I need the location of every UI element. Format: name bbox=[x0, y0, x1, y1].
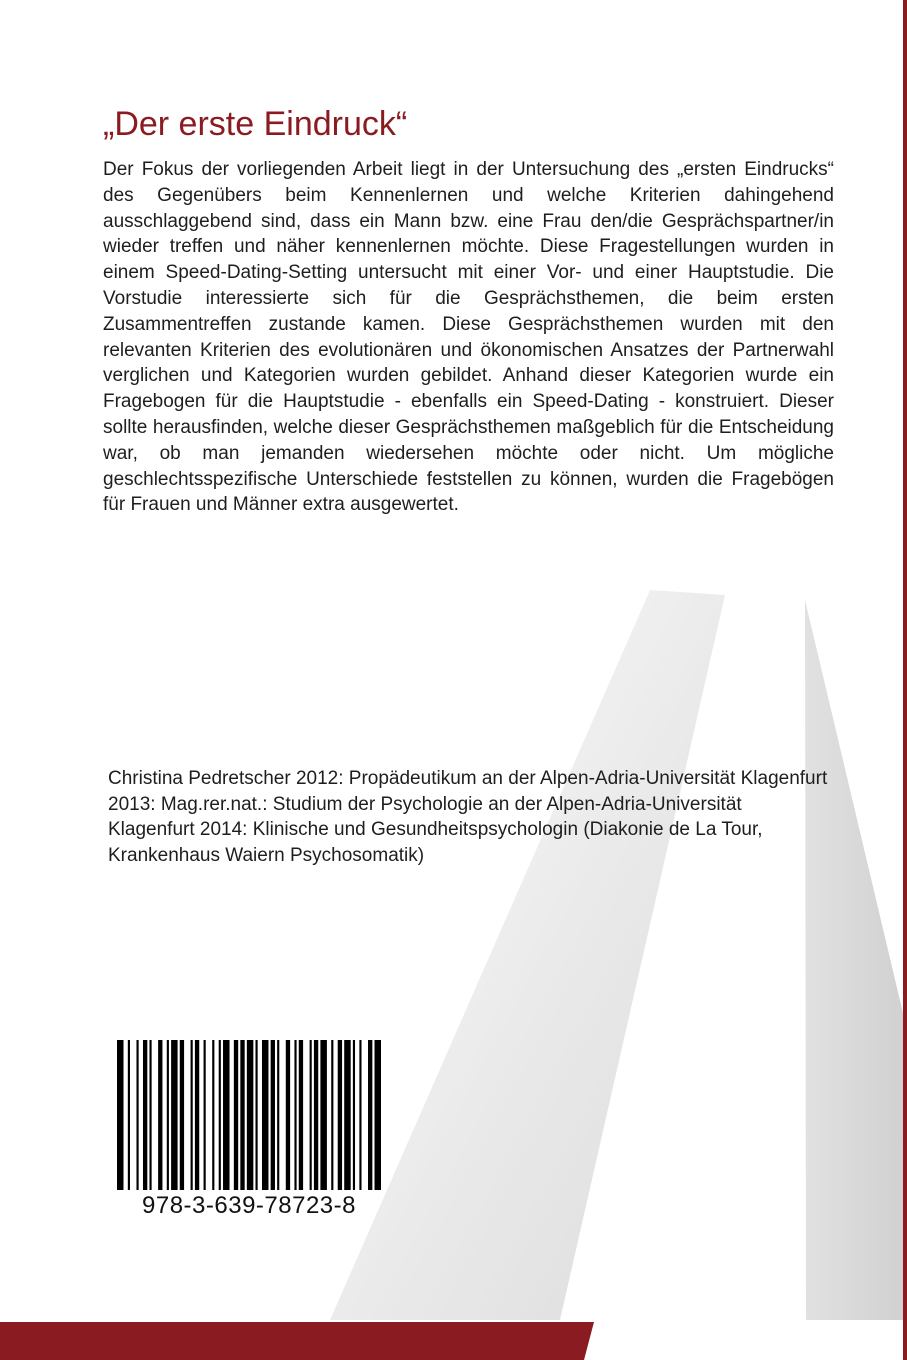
barcode-bar bbox=[320, 1040, 326, 1190]
barcode-bar bbox=[277, 1040, 279, 1190]
barcode-bar bbox=[375, 1040, 381, 1190]
barcode-bar bbox=[294, 1040, 296, 1190]
book-description: Der Fokus der vorliegenden Arbeit liegt in der Untersuchung des „ersten Eindrucks“ des Gegenübers beim Kennenlernen und welche Kriterien dahingehend ausschlaggebend sind, dass ein Mann bzw. eine Frau den/die Gesprächspartner/in wieder treffen und näher kennenlernen möchte. Diese Fragestellungen wurden in einem Speed-Dating-Setting untersucht mit einer Vor- und einer Hauptstudie. Die Vorstudie interessierte sich für die Gesprächsthemen, die beim ersten Zusammentreffen zustande kamen. Diese Gesprächsthemen wurden mit den relevanten Kriterien des evolutionären und ökonomischen Ansatzes der Partnerwahl verglichen und Kategorien wurden gebildet. Anhand dieser Kategorien wurde ein Fragebogen für die Hauptstudie - ebenfalls ein Speed-Dating - konstruiert. Dieser sollte herausfinden, welche dieser Gesprächsthemen maßgeblich für die Entscheidung war, ob man jemanden wiedersehen möchte oder nicht. Um mögliche geschlechtsspezifische Unterschiede feststellen zu können, wurden die Fragebögen für Frauen und Männer extra ausgewertet. bbox=[103, 159, 834, 516]
barcode-bar bbox=[136, 1040, 138, 1190]
barcode-bar bbox=[219, 1040, 221, 1190]
book-title: „Der erste Eindruck“ bbox=[103, 105, 408, 143]
barcode-bar bbox=[368, 1040, 372, 1190]
barcode-bar bbox=[338, 1040, 342, 1190]
barcode-bar bbox=[310, 1040, 312, 1190]
barcode-bar bbox=[234, 1040, 238, 1190]
bottom-band bbox=[0, 1322, 594, 1360]
barcode-bar bbox=[171, 1040, 177, 1190]
barcode-bar bbox=[128, 1040, 130, 1190]
right-edge-line bbox=[903, 0, 907, 1360]
barcode-bar bbox=[344, 1040, 350, 1190]
barcode-bar bbox=[286, 1040, 290, 1190]
barcode-bar bbox=[247, 1040, 253, 1190]
barcode-bar bbox=[262, 1040, 268, 1190]
barcode bbox=[117, 1040, 381, 1190]
barcode-bar bbox=[223, 1040, 229, 1190]
barcode-bar bbox=[240, 1040, 244, 1190]
barcode-bar bbox=[195, 1040, 199, 1190]
barcode-bar bbox=[271, 1040, 275, 1190]
barcode-bar bbox=[167, 1040, 169, 1190]
barcode-bar bbox=[353, 1040, 355, 1190]
barcode-bar bbox=[149, 1040, 151, 1190]
barcode-bar bbox=[314, 1040, 318, 1190]
barcode-bar bbox=[299, 1040, 303, 1190]
barcode-bar bbox=[143, 1040, 147, 1190]
barcode-bar bbox=[359, 1040, 361, 1190]
barcode-bar bbox=[204, 1040, 206, 1190]
isbn-number: 978-3-639-78723-8 bbox=[142, 1192, 356, 1219]
diagonal-shape-right bbox=[805, 600, 907, 1320]
barcode-bar bbox=[158, 1040, 162, 1190]
barcode-bar bbox=[117, 1040, 123, 1190]
barcode-bar bbox=[212, 1040, 214, 1190]
barcode-bar bbox=[331, 1040, 333, 1190]
barcode-bar bbox=[191, 1040, 193, 1190]
barcode-bar bbox=[180, 1040, 184, 1190]
barcode-bar bbox=[255, 1040, 257, 1190]
author-bio: Christina Pedretscher 2012: Propädeutikum an der Alpen-Adria-Universität Klagenfurt 2013: Mag.rer.nat.: Studium der Psychologie an der Alpen-Adria-Universität Klagenfurt 2014: Klinische und Gesundheitspsychologin (Diakonie de La Tour, Krankenhaus Waiern Psychosomatik) bbox=[108, 768, 828, 866]
